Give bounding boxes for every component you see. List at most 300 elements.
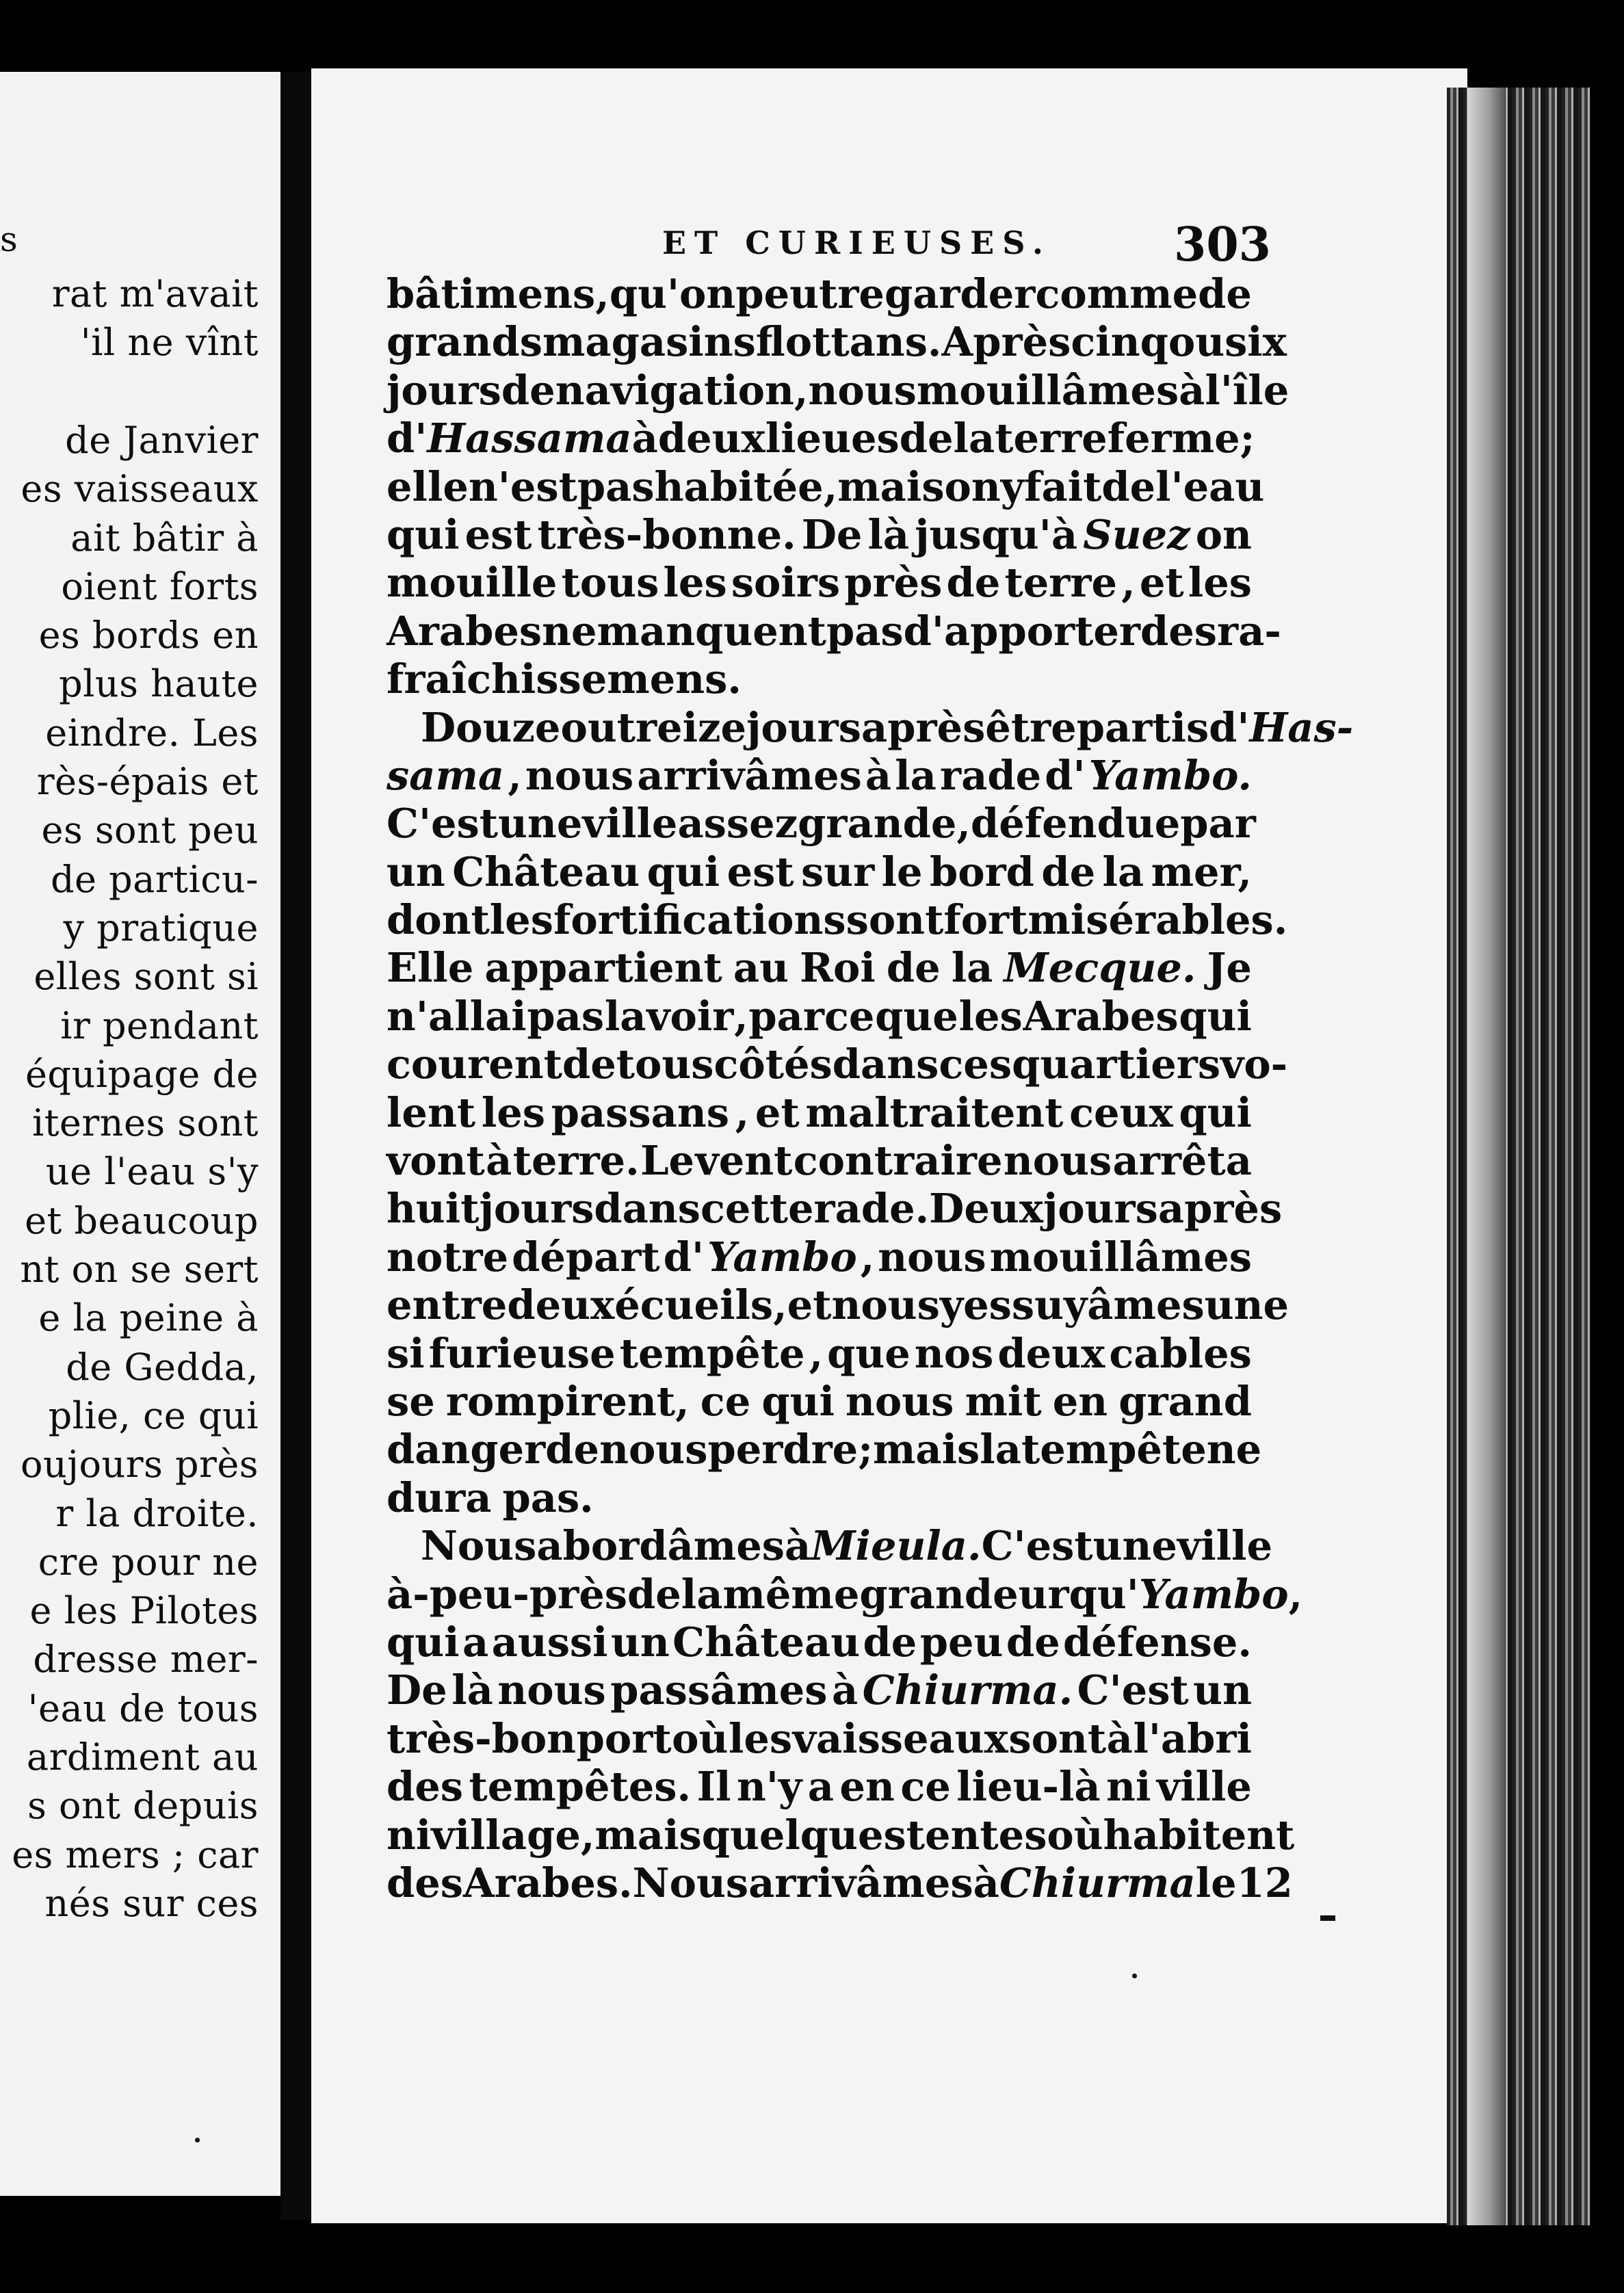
word: de [1006,1618,1060,1666]
word: rade [940,751,1042,799]
text-line [387,1522,1273,1570]
italic-word: sama [387,751,505,799]
text-line [387,655,1252,703]
word: pas [527,992,605,1040]
word: terre [995,415,1108,462]
word: grande [798,800,957,848]
word: appartient [484,944,722,992]
word: les [1188,559,1252,607]
word: arrivâmes [637,751,862,799]
word: bord [929,848,1034,895]
left-page-line: et beaucoup [25,1198,259,1242]
word: pas. [502,1473,594,1521]
word: elle [387,462,469,510]
word: Roi [800,944,876,992]
word: , [580,1811,595,1859]
word: mouille [387,559,558,607]
word: très-bon [387,1714,577,1762]
word: sont [1008,1714,1107,1762]
word: près [844,559,943,607]
word: y [1000,462,1025,510]
word: où [672,1714,729,1762]
word: mais [837,462,945,510]
word: d'apporter [903,607,1141,655]
word: furieuse [428,1329,616,1377]
word: , [809,1329,824,1377]
word: comme [1035,270,1199,317]
italic-word: Yambo. [1088,751,1252,799]
word: de [501,366,555,414]
word: un [1193,1666,1252,1714]
left-page-line: es sont peu [41,809,259,852]
left-page-line: oient forts [61,564,259,608]
word: nous [831,1281,940,1329]
word: a [462,1618,489,1666]
word: soirs [731,559,841,607]
left-page-line: de Janvier [65,418,259,462]
left-page-line: nés sur ces [44,1881,259,1925]
word: courent [387,1040,562,1088]
word: dura [387,1473,492,1521]
word: de [627,1570,681,1618]
word: à [486,1137,512,1185]
word: et [755,1088,800,1136]
word: de [886,944,941,992]
word: ville [582,800,678,848]
left-page-line: cre pour ne [38,1540,259,1584]
word: bâtimens [387,270,596,317]
word: jusqu'à [915,510,1078,558]
word: que [827,1329,911,1377]
word: même [722,1570,860,1618]
word: entre [387,1281,508,1329]
word: Elle [387,944,474,992]
word: les [663,559,727,607]
word: de [545,1426,600,1473]
word: jours [1043,1185,1158,1233]
book-gutter [280,72,311,2220]
word: cables [1109,1329,1252,1377]
left-page-line: ir pendant [60,1004,259,1047]
word: le [881,848,923,895]
left-page-running-head: s [0,220,18,259]
word: ni [1106,1763,1151,1811]
word: vo- [1220,1040,1288,1088]
word: mais [594,1811,702,1859]
word: les [489,896,553,944]
word: ne [1206,1426,1262,1473]
word: ces [939,1040,1012,1088]
word: grandeur [859,1570,1069,1618]
body-text [387,270,1354,1907]
word: abordâmes [536,1522,785,1570]
word: défense. [1063,1618,1252,1666]
text-line [387,366,1289,415]
word: partis [1076,703,1209,751]
word: si [387,1329,425,1377]
word: fort [943,896,1028,944]
word: très-bonne. [537,510,796,558]
left-page-line: es bords en [38,614,259,657]
word: pas [826,607,904,655]
italic-word: Hassama [427,415,632,462]
word: notre [387,1233,509,1281]
text-line [387,415,1255,462]
word: en [1052,1377,1108,1425]
word: des [387,1763,464,1811]
word: tous [561,559,659,607]
text-line [387,318,1287,366]
word: un [610,1618,670,1666]
word: les [481,1088,545,1136]
word: quelques [701,1811,906,1859]
word: Arabes [1023,992,1179,1040]
text-line [387,800,1256,848]
word: qui [646,848,720,895]
word: C'est [1077,1666,1189,1714]
left-page-line: rès-épais et [36,760,259,803]
word: d' [663,1233,705,1281]
word: magasins [542,318,756,366]
text-line [387,1233,1252,1281]
italic-word: Chiurma [999,1859,1196,1907]
word: Nous [632,1859,749,1907]
left-page-line: ue l'eau s'y [45,1150,259,1194]
word: qui [1179,992,1252,1040]
text-line [387,1281,1289,1329]
text-line [387,1763,1252,1811]
word: de [1198,270,1252,317]
word: huit [387,1185,480,1233]
left-page-line: de particu- [50,857,259,901]
word: rompirent, [445,1377,690,1425]
word: arrivâmes [748,1859,973,1907]
word: nous [1003,1137,1112,1185]
word: ce [700,1377,751,1425]
text-line [387,1474,1252,1522]
word: port [576,1714,672,1762]
word: tentes [906,1811,1047,1859]
text-line [387,1570,1303,1619]
word: six [1224,318,1287,366]
left-page-line: r la droite. [55,1491,259,1535]
left-page-line: dresse mer- [33,1638,259,1681]
word: nous [808,366,917,414]
word: deux [997,1329,1105,1377]
left-page-line: plie, ce qui [48,1393,259,1437]
word: voir [646,992,734,1040]
word: cinq [1071,318,1168,366]
word: quartiers [1012,1040,1221,1088]
text-line [387,944,1252,992]
word: a [807,1763,834,1811]
word: qui [387,510,460,558]
word: la [980,1426,1021,1473]
text-line [387,1811,1295,1859]
left-page-line: es vaisseaux [21,467,259,511]
word: là [867,510,910,558]
word: d' [387,415,428,462]
word: peut [735,270,838,317]
left-page-line: elles sont si [34,955,259,999]
left-page [0,72,280,2196]
word: ni [387,1811,432,1859]
word: De [387,1666,447,1714]
word: vont [387,1137,485,1185]
word: Le [640,1137,695,1185]
word: , [1121,559,1136,607]
word: une [1092,1522,1177,1570]
word: contraire [793,1137,1003,1185]
word: où [1047,1811,1103,1859]
italic-word: Mieula. [811,1522,982,1570]
left-page-line: 'eau de tous [27,1686,259,1730]
left-page-line: es mers ; car [12,1833,259,1876]
word: Après [941,318,1071,366]
text-line [387,1859,1293,1907]
word: , [735,1088,750,1136]
word: de [562,1040,616,1088]
page-number: 303 [1174,218,1271,272]
word: mais [872,1426,980,1473]
italic-word: Suez [1083,510,1190,558]
word: les [958,992,1023,1040]
word: arrêta [1112,1137,1252,1185]
word: , [860,1233,875,1281]
word: des [387,1859,464,1907]
left-page-line: e la peine à [38,1296,259,1340]
word: à [785,1522,811,1570]
word: nos [914,1329,994,1377]
text-line [387,607,1281,655]
word: navigation, [555,366,809,414]
word: ferme [1107,415,1240,462]
word: l'eau [1155,462,1265,510]
word: lent [387,1088,476,1136]
ink-dot-mark [195,2138,200,2143]
word: dont [387,896,490,944]
text-line [387,752,1252,800]
word: après [1157,1185,1283,1233]
word: nous [846,1377,954,1425]
left-page-line: ait bâtir à [70,516,259,560]
text-line [387,559,1252,607]
word: à [1106,1714,1133,1762]
word: danger [387,1426,546,1473]
word: habitent [1103,1811,1295,1859]
word: Je [1207,944,1252,992]
left-page-line: 'il ne vînt [80,321,259,365]
word: une [498,800,583,848]
word: deux [657,415,765,462]
word: qu' [1069,1570,1139,1618]
word: terre [1004,559,1117,607]
text-line [387,848,1252,896]
word: , [508,751,522,799]
word: l'île [1205,366,1289,414]
word: tempêtes. [469,1763,692,1811]
word: là [451,1666,493,1714]
italic-word: Mecque. [1004,944,1196,992]
word: lieu-là [956,1763,1101,1811]
text-line [387,1426,1262,1473]
word: y [939,1281,964,1329]
word: treize [616,703,747,751]
word: misérables. [1027,896,1288,944]
text-line [387,896,1288,944]
running-head: ET CURIEUSES. [662,224,1051,261]
word: grand [1118,1377,1252,1425]
text-line [387,1666,1252,1714]
word: à [631,415,658,462]
word: la [604,992,646,1040]
word: nous [497,1666,606,1714]
word: mouillâmes [916,366,1179,414]
word: les [728,1714,793,1762]
word: Douze [421,703,561,751]
left-page-line: y pratique [63,906,259,949]
word: mit [965,1377,1042,1425]
word: Arabes [387,607,542,655]
word: d' [1045,751,1086,799]
left-page-line: oujours près [20,1443,259,1486]
text-line [387,1715,1252,1763]
word: mer, [1151,848,1252,895]
word: tous [616,1040,714,1088]
word: à [973,1859,999,1907]
word: la [951,944,993,992]
word: de [1101,462,1156,510]
word: au [733,944,789,992]
word: ville [1156,1763,1252,1811]
word: qui [761,1377,835,1425]
word: d' [1209,703,1250,751]
ink-dash-mark [1320,1915,1335,1921]
word: aussi [491,1618,608,1666]
word: la [681,1570,723,1618]
word: des [1140,607,1218,655]
word: l'abri [1133,1714,1252,1762]
text-line [387,1089,1252,1137]
word: on [944,462,1001,510]
word: sont [846,896,944,944]
word: la [1102,848,1144,895]
word: manquent [597,607,826,655]
word: , [595,270,610,317]
left-page-line: s ont depuis [27,1784,259,1828]
word: en [839,1763,895,1811]
word: maltraitent [805,1088,1064,1136]
word: qui [387,1618,460,1666]
word: C'est [387,800,499,848]
word: flottans. [755,318,942,366]
left-page-line: e les Pilotes [29,1589,259,1633]
word: après [861,703,986,751]
word: habitée, [654,462,838,510]
word: de [899,415,954,462]
word: qu'on [609,270,736,317]
word: ville [1177,1522,1273,1570]
word: de [863,1618,917,1666]
word: terre. [512,1137,640,1185]
word: jours [479,1185,594,1233]
word: fait [1024,462,1102,510]
word: nous [599,1426,708,1473]
word: on [1195,510,1252,558]
word: à-peu-près [387,1570,627,1618]
word: fraîchissemens. [387,655,742,703]
word: est [726,848,794,895]
word: à [832,1666,859,1714]
left-page-line: de Gedda, [66,1345,259,1389]
word: départ [512,1233,660,1281]
word: être [985,703,1077,751]
word: tempête [1021,1426,1207,1473]
text-line [387,1137,1252,1185]
word: ce [900,1763,951,1811]
word: village [431,1811,581,1859]
left-page-line: plus haute [59,662,259,706]
word: et [787,1281,832,1329]
word: parce [748,992,875,1040]
text-line [387,1619,1252,1666]
word: ou [560,703,617,751]
left-page-line: ardiment au [26,1735,259,1779]
word: Arabes. [463,1859,633,1907]
text-line [387,1330,1252,1378]
italic-word: Chiurma. [862,1666,1073,1714]
text-line [387,703,1354,752]
word: pas [577,462,655,510]
word: ; [1240,415,1255,462]
word: perdre [707,1426,859,1473]
italic-word: Has- [1249,703,1354,751]
word: qui [1179,1088,1252,1136]
word: Château [452,848,640,895]
word: fortifications [553,896,846,944]
word: essuyâmes [963,1281,1205,1329]
word: mouillâmes [989,1233,1252,1281]
word: écueils, [614,1281,787,1329]
word: ; [858,1426,873,1473]
left-page-line: rat m'avait [51,272,259,315]
text-line [387,1185,1283,1233]
left-page-line: équipage de [25,1052,259,1096]
word: nous [525,751,634,799]
word: rade. [813,1185,930,1233]
word: à [1179,366,1205,414]
word: Nous [421,1522,537,1570]
word: jours [387,366,501,414]
word: C'est [981,1522,1093,1570]
left-page-line: iternes sont [31,1101,259,1145]
word: à [865,751,892,799]
word: côtés [713,1040,833,1088]
word: de [946,559,1001,607]
italic-word: Yambo [707,1233,857,1281]
word: , [956,800,971,848]
word: vent [695,1137,793,1185]
word: vaisseaux [792,1714,1008,1762]
word: sur [801,848,875,895]
word: est [464,510,532,558]
page-edge-highlight [1467,88,1505,2225]
word: jours [746,703,861,751]
text-line [387,511,1252,559]
word: nous [878,1233,986,1281]
word: grands [387,318,542,366]
word: par [1180,800,1256,848]
